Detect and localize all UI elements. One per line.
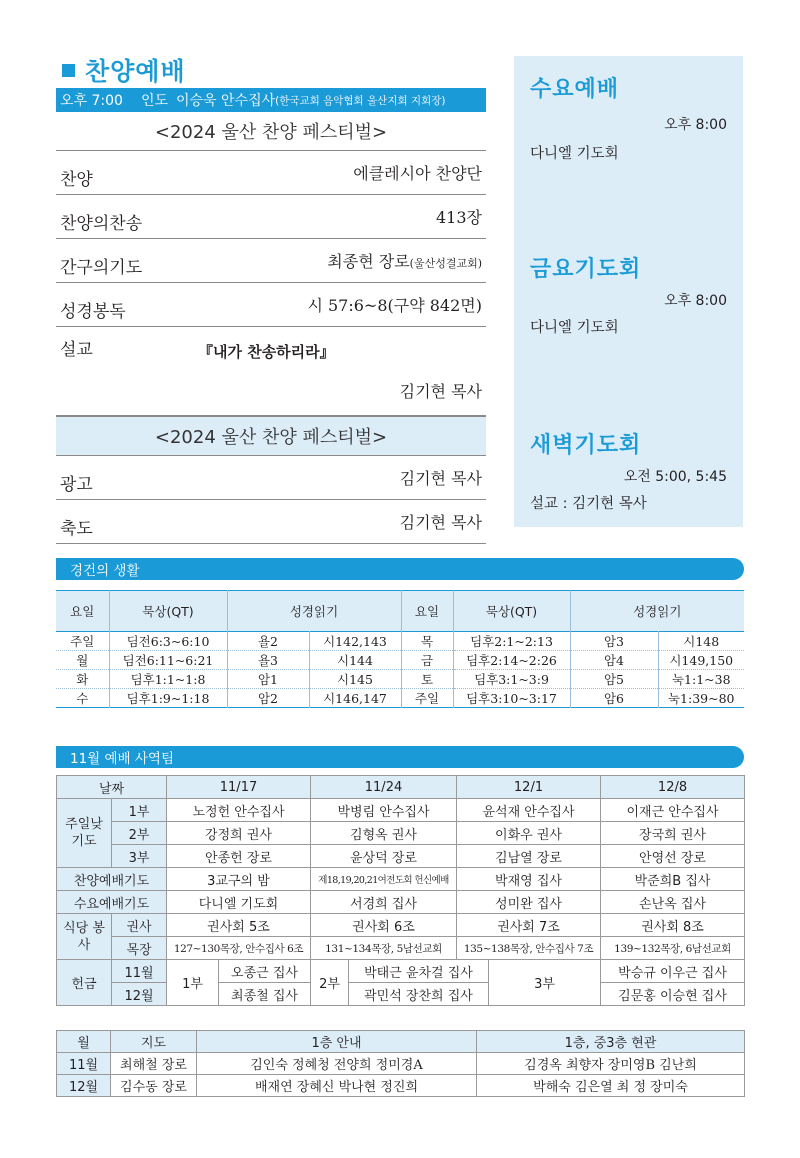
festival-title: <2024 울산 찬양 페스티벌> [56,112,486,151]
name-cell: 박재영 집사 [457,868,601,891]
leader-name: 이승욱 안수집사 [176,93,276,109]
offering-row [57,983,745,1006]
program-row [56,151,486,195]
name-cell: 김문홍 이승현 집사 [601,983,745,1006]
name-cell: 131~134목장, 5남선교회 [311,937,457,960]
program-row [56,239,486,283]
reading-cell: 욜3 [227,651,309,670]
wed-service-time: 오후 8:00 [664,117,727,133]
header-cell: 1층, 중3층 현관 [477,1031,745,1053]
reading-cell: 딤전6:3~6:10 [109,632,227,651]
day-cell: 수 [76,691,89,706]
header-cell: 지도 [111,1031,197,1053]
reading-cell: 딤후1:1~1:8 [109,670,227,689]
name-cell: 이화우 권사 [457,822,601,845]
offering-part: 2부 [311,960,349,1006]
name-cell: 곽민석 장찬희 집사 [349,983,489,1006]
guide-leader: 김수동 장로 [111,1075,197,1097]
header-cell: 성경읽기 [570,591,744,632]
dawn-service-title: 새벽기도회 [530,433,642,458]
date-cell: 12/8 [601,776,745,799]
wed-service-title: 수요예배 [530,77,620,102]
wed-prayer-label: 수요예배기도 [57,891,167,914]
program-label: 간구의기도 [60,258,143,278]
reading-cell: 시146,147 [309,689,401,708]
day-cell: 화 [56,670,109,689]
reading-cell: 시148 [658,632,744,651]
reading-cell: 암6 [570,689,658,708]
reading-cell: 눅1:39~80 [658,689,744,708]
reading-cell: 암1 [227,670,309,689]
program-row [56,195,486,239]
wed-prayer-row [57,891,745,914]
fri-service-sub: 다니엘 기도회 [530,320,619,336]
reading-cell: 딤후3:10~3:17 [453,689,570,708]
name-cell: 윤상덕 장로 [311,845,457,868]
reading-cell: 눅1:1~38 [658,670,744,689]
reading-cell: 암3 [570,632,658,651]
name-cell: 다니엘 기도회 [167,891,311,914]
usher-guide-table [56,1030,745,1097]
worship-time: 오후 7:00 [60,93,123,109]
name-cell: 강정희 권사 [167,822,311,845]
square-bullet-icon [62,64,75,77]
service-team-table [56,775,745,1006]
devotion-table [56,590,744,708]
dawn-service-time: 오전 5:00, 5:45 [623,469,727,485]
day-cell: 월 [56,651,109,670]
reading-cell: 암2 [227,689,309,708]
service-team-title: 11월 예배 사역팀 [70,751,175,767]
reading-cell: 암5 [570,670,658,689]
evening-worship-section [56,52,486,544]
offering-label: 헌금 [57,960,112,1006]
program-value: 에클레시아 찬양단 [353,164,482,183]
devotion-row [56,651,744,670]
name-cell: 노정헌 안수집사 [167,799,311,822]
leader-note: (한국교회 음악협회 울산지회 지회장) [275,94,446,107]
offering-part: 1부 [167,960,219,1006]
program-value: 김기현 목사 [399,513,482,532]
devotion-row [56,632,744,651]
program-value: 413장 [436,208,482,227]
weekly-services-box [514,56,743,527]
header-cell: 월 [57,1031,111,1053]
header-cell: 묵상(QT) [453,591,570,632]
name-cell: 139~132목장, 6남선교회 [601,937,745,960]
sunday-prayer-row [57,845,745,868]
name-cell: 제18,19,20,21여전도회 헌신예배 [311,868,457,891]
guide-header-row [57,1031,745,1053]
date-cell: 11/24 [311,776,457,799]
meal-sub-label: 목장 [112,937,167,960]
offering-month: 12월 [112,983,167,1006]
devotion-row [56,689,744,708]
leader-label: 인도 [140,93,168,109]
name-cell: 손난옥 집사 [601,891,745,914]
program-label: 찬양의찬송 [60,214,143,234]
header-cell: 요일 [56,591,109,632]
name-cell: 권사회 5조 [167,914,311,937]
worship-info-bar [56,88,486,112]
name-cell: 최종철 집사 [219,983,311,1006]
program-value: 시 57:6~8(구약 842면) [307,296,482,315]
evening-worship-title: 찬양예배 [85,57,186,86]
name-cell: 박태근 윤차걸 집사 [349,960,489,983]
program-row [56,283,486,327]
dawn-service-sub: 설교 : 김기현 목사 [530,496,647,512]
program-note: (울산성결교회) [409,257,482,270]
fri-service-title: 금요기도회 [530,257,642,282]
date-cell: 12/1 [457,776,601,799]
name-cell: 권사회 6조 [311,914,457,937]
name-cell: 장국희 권사 [601,822,745,845]
program-label: 찬양 [60,170,93,190]
day-cell: 주일 [56,632,109,651]
header-cell: 묵상(QT) [109,591,227,632]
header-cell: 요일 [401,591,453,632]
guide-month: 11월 [57,1053,111,1075]
day-cell: 토 [401,670,453,689]
offering-row [57,960,745,983]
date-label: 날짜 [57,776,167,799]
header-cell: 성경읽기 [227,591,401,632]
name-cell: 안영선 장로 [601,845,745,868]
reading-cell: 시144 [309,651,401,670]
name-cell: 안종헌 장로 [167,845,311,868]
sermon-row [56,327,486,416]
meal-sub-label: 권사 [112,914,167,937]
guide-leader: 최해철 장로 [111,1053,197,1075]
service-team-section-bar [56,746,744,768]
sermon-preacher: 김기현 목사 [399,382,482,401]
program-label: 광고 [60,475,93,495]
name-cell: 김형옥 권사 [311,822,457,845]
guide-row [57,1053,745,1075]
part-label: 3부 [112,845,167,868]
name-cell: 135~138목장, 안수집사 7조 [457,937,601,960]
part-label: 2부 [112,822,167,845]
name-cell: 윤석재 안수집사 [457,799,601,822]
evening-prayer-row [57,868,745,891]
evening-worship-heading [56,52,486,88]
reading-cell: 딤후3:1~3:9 [453,670,570,689]
service-date-row [57,776,745,799]
name-cell: 박병림 안수집사 [311,799,457,822]
devotion-title: 경건의 생활 [70,563,140,579]
day-cell: 주일 [401,689,453,708]
wed-service-sub: 다니엘 기도회 [530,146,619,162]
sunday-prayer-row [57,822,745,845]
program-row [56,500,486,544]
date-cell: 11/17 [167,776,311,799]
name-cell: 127~130목장, 안수집사 6조 [167,937,311,960]
part-label: 1부 [112,799,167,822]
reading-cell: 딤후1:9~1:18 [109,689,227,708]
devotion-section-bar [56,558,744,580]
reading-cell: 시149,150 [658,651,744,670]
reading-cell: 시142,143 [309,632,401,651]
devotion-header-row [56,591,744,632]
meal-service-row [57,914,745,937]
offering-month: 11월 [112,960,167,983]
reading-cell: 시145 [309,670,401,689]
name-cell: 3교구의 밤 [167,868,311,891]
name-cell: 박준희B 집사 [601,868,745,891]
program-label: 성경봉독 [60,302,126,322]
evening-prayer-label: 찬양예배기도 [57,868,167,891]
name-cell: 성미완 집사 [457,891,601,914]
reading-cell: 딤후2:14~2:26 [453,651,570,670]
sermon-label: 설교 [60,340,93,360]
fri-service-time: 오후 8:00 [664,293,727,309]
reading-cell: 딤후2:1~2:13 [453,632,570,651]
meal-service-row [57,937,745,960]
festival-title-2: <2024 울산 찬양 페스티벌> [56,416,486,456]
devotion-row [56,670,744,689]
header-cell: 1층 안내 [197,1031,477,1053]
sermon-title: 『내가 찬송하리라』 [198,343,335,361]
name-cell: 김남열 장로 [457,845,601,868]
reading-cell: 암4 [570,651,658,670]
day-cell: 금 [401,651,453,670]
guide-row [57,1075,745,1097]
guide-names: 배재연 장혜신 박나현 정진희 [197,1075,477,1097]
name-cell: 이재근 안수집사 [601,799,745,822]
guide-names: 박해숙 김은열 최 정 장미숙 [477,1075,745,1097]
name-cell: 오종근 집사 [219,960,311,983]
guide-month: 12월 [57,1075,111,1097]
program-row [56,456,486,500]
name-cell: 서경희 집사 [311,891,457,914]
sunday-prayer-label: 주일낮 기도 [57,799,112,868]
meal-service-label: 식당 봉사 [57,914,112,960]
name-cell: 박승규 이우근 집사 [601,960,745,983]
day-cell: 목 [401,632,453,651]
name-cell: 권사회 8조 [601,914,745,937]
reading-cell: 욜2 [227,632,309,651]
program-value: 최종현 장로 [327,252,410,271]
sunday-prayer-row [57,799,745,822]
name-cell: 권사회 7조 [457,914,601,937]
guide-names: 김경옥 최향자 장미영B 김난희 [477,1053,745,1075]
guide-names: 김인숙 정혜청 전양희 정미경A [197,1053,477,1075]
offering-part: 3부 [489,960,601,1006]
program-value: 김기현 목사 [399,469,482,488]
program-label: 축도 [60,519,93,539]
reading-cell: 딤전6:11~6:21 [109,651,227,670]
